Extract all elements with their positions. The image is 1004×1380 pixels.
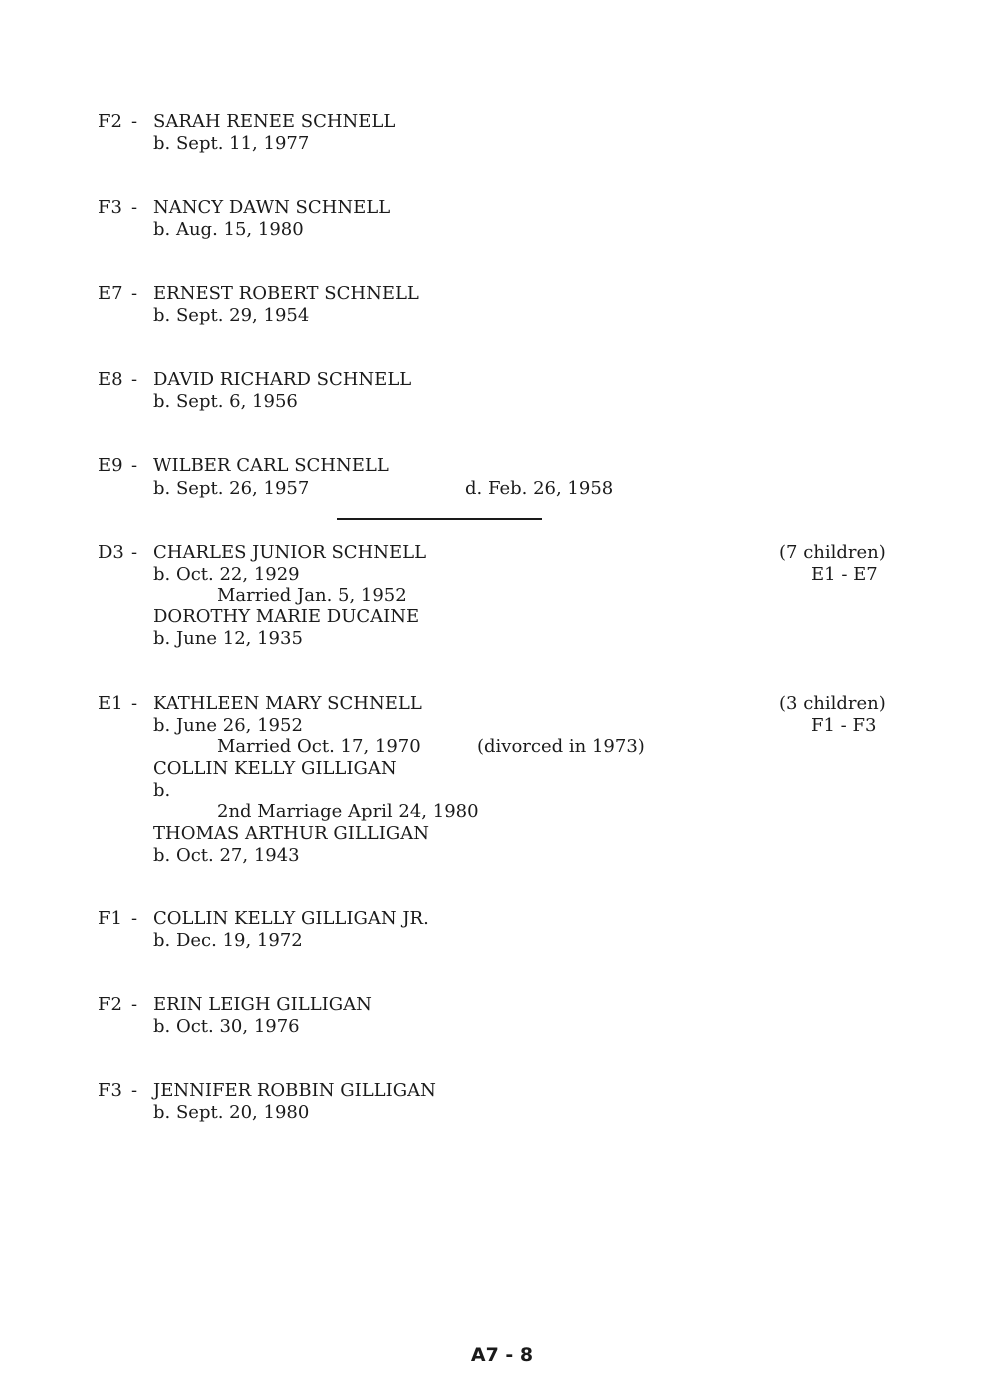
entry-birth: b. Sept. 6, 1956 [153,391,298,412]
entry-death: d. Feb. 26, 1958 [465,478,614,499]
spouse-birth: b. June 12, 1935 [153,628,303,649]
entry-birth: b. Sept. 11, 1977 [153,133,310,154]
children-range: F1 - F3 [811,715,877,736]
entry-birth: b. Dec. 19, 1972 [153,930,303,951]
entry-dash: - [131,908,138,929]
entry-name: JENNIFER ROBBIN GILLIGAN [153,1080,436,1101]
entry-code: F1 [98,908,122,929]
entry-dash: - [131,369,138,390]
entry-birth: b. Sept. 20, 1980 [153,1102,310,1123]
spouse-name: DOROTHY MARIE DUCAINE [153,606,420,627]
second-spouse-birth: b. Oct. 27, 1943 [153,845,300,866]
entry-name: COLLIN KELLY GILLIGAN JR. [153,908,429,929]
entry-code: F3 [98,1080,122,1101]
entry-name: KATHLEEN MARY SCHNELL [153,693,422,714]
entry-name: ERIN LEIGH GILLIGAN [153,994,372,1015]
entry-name: DAVID RICHARD SCHNELL [153,369,412,390]
entry-birth: b. Oct. 30, 1976 [153,1016,300,1037]
children-range: E1 - E7 [811,564,878,585]
entry-name: CHARLES JUNIOR SCHNELL [153,542,427,563]
spouse-birth: b. [153,780,171,801]
marriage-line: Married Oct. 17, 1970 [217,736,421,757]
entry-birth: b. Sept. 26, 1957 [153,478,310,499]
children-count: (7 children) [779,542,886,563]
entry-birth: b. Sept. 29, 1954 [153,305,310,326]
entry-code: E1 [98,693,123,714]
entry-dash: - [131,283,138,304]
entry-name: NANCY DAWN SCHNELL [153,197,391,218]
entry-code: D3 [98,542,124,563]
entry-code: F3 [98,197,122,218]
page-number: A7 - 8 [470,1344,534,1366]
children-count: (3 children) [779,693,886,714]
divorce-note: (divorced in 1973) [477,736,645,757]
entry-code: F2 [98,994,122,1015]
entry-name: SARAH RENEE SCHNELL [153,111,396,132]
entry-code: E9 [98,455,123,476]
entry-code: E8 [98,369,123,390]
spouse-name: COLLIN KELLY GILLIGAN [153,758,397,779]
entry-dash: - [131,197,138,218]
second-spouse-name: THOMAS ARTHUR GILLIGAN [153,823,429,844]
entry-dash: - [131,111,138,132]
entry-dash: - [131,1080,138,1101]
entry-dash: - [131,693,138,714]
entry-birth: b. Oct. 22, 1929 [153,564,300,585]
entry-birth: b. June 26, 1952 [153,715,303,736]
entry-birth: b. Aug. 15, 1980 [153,219,304,240]
section-divider [337,518,542,520]
entry-name: ERNEST ROBERT SCHNELL [153,283,419,304]
second-marriage-line: 2nd Marriage April 24, 1980 [217,801,479,822]
marriage-line: Married Jan. 5, 1952 [217,585,407,606]
entry-dash: - [131,542,138,563]
entry-code: F2 [98,111,122,132]
entry-code: E7 [98,283,123,304]
entry-dash: - [131,455,138,476]
entry-dash: - [131,994,138,1015]
entry-name: WILBER CARL SCHNELL [153,455,389,476]
